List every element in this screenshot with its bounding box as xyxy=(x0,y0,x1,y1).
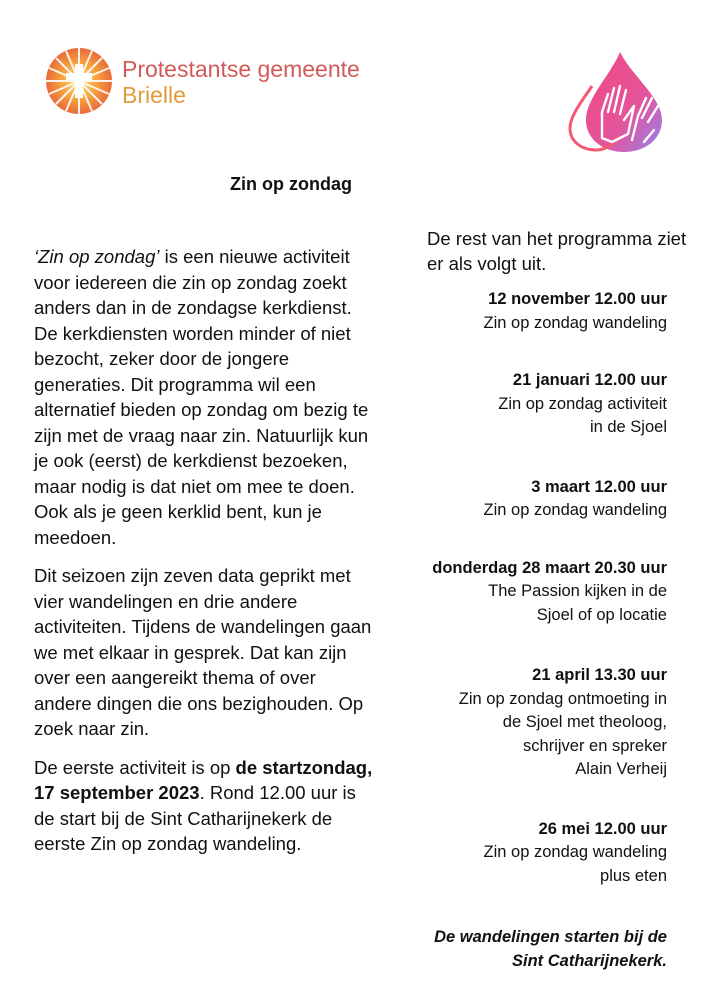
program-item-line: Zin op zondag wandeling xyxy=(483,313,667,332)
first-activity-date: de startzondag, 17 september 2023 xyxy=(34,756,373,803)
program-item xyxy=(347,476,667,523)
program-item-line: Zin op zondag activiteit xyxy=(498,394,667,413)
page-title: Zin op zondag xyxy=(230,174,352,194)
program-item-line: Zin op zondag wandeling xyxy=(483,843,667,861)
program-item-when: 21 januari 12.00 uur xyxy=(512,371,667,389)
program-item xyxy=(347,557,667,628)
program-item xyxy=(347,288,667,335)
org-name: Protestantse gemeente xyxy=(122,56,360,82)
intro-text: is een nieuwe activiteit voor iedereen die zin op zondag zoekt anders dan in de zondagse kerkdienst. De kerkdiensten worden minder of niet bezocht, zeker door de jongere generaties. Dit programma wil een alternatief bieden op zondag om bezig te zijn met de vraag naar zin. Natuurlijk kun je ook (eerst) de kerkdienst bezoeken, maar nodig is dat niet om mee te doen. Ook als je geen kerklid bent, kun je meedoen. xyxy=(34,246,369,548)
program-list xyxy=(347,288,667,888)
intro-paragraph xyxy=(34,244,374,550)
program-item-when: 26 mei 12.00 uur xyxy=(538,819,667,838)
church-logo xyxy=(44,46,404,116)
program-item-line: plus eten xyxy=(600,866,667,885)
program-item xyxy=(347,664,667,782)
org-place: Brielle xyxy=(122,82,186,108)
first-activity-prefix: De eerste activiteit is op xyxy=(34,756,236,778)
closing-line: Sint Catharijnekerk. xyxy=(512,951,667,970)
first-activity-paragraph xyxy=(34,755,374,857)
program-item-when: 3 maart 12.00 uur xyxy=(531,477,667,496)
program-item-line: Sjoel of op locatie xyxy=(536,605,667,624)
program-item-line: Alain Verheij xyxy=(575,760,667,778)
program-item xyxy=(347,818,667,889)
closing-note xyxy=(347,926,667,973)
program-item-when: 21 april 13.30 uur xyxy=(532,666,667,684)
first-activity-suffix: . Rond 12.00 uur is de start bij de Sint Catharijnekerk de eerste Zin op zondag wandeling. xyxy=(34,782,356,854)
season-paragraph: Dit seizoen zijn zeven data geprikt met vier wandelingen en drie andere activiteiten. Tijdens de wandelingen gaan we met elkaar in gesprek. Dat kan zijn over een aangereikt thema of over andere dingen die ons bezighouden. Op zoek naar zin. xyxy=(34,565,372,739)
program-item-line: de Sjoel met theoloog, xyxy=(502,713,667,731)
intro-column xyxy=(34,244,374,870)
program-item xyxy=(347,369,667,440)
program-intro: De rest van het programma ziet er als volgt uit. xyxy=(427,228,687,274)
program-item-line: Zin op zondag ontmoeting in xyxy=(458,689,667,708)
heart-drop-hands-icon xyxy=(562,46,670,156)
program-item-when: donderdag 28 maart 20.30 uur xyxy=(432,558,667,577)
program-item-line: in de Sjoel xyxy=(589,418,667,436)
program-item-when: 12 november 12.00 uur xyxy=(488,290,667,308)
closing-line: De wandelingen starten bij de xyxy=(434,928,667,946)
intro-label: ‘Zin op zondag’ xyxy=(34,246,160,267)
program-item-line: The Passion kijken in de xyxy=(488,582,667,600)
sunburst-cross-icon xyxy=(44,46,114,116)
program-item-line: Zin op zondag wandeling xyxy=(483,501,667,519)
program-item-line: schrijver en spreker xyxy=(523,736,667,755)
